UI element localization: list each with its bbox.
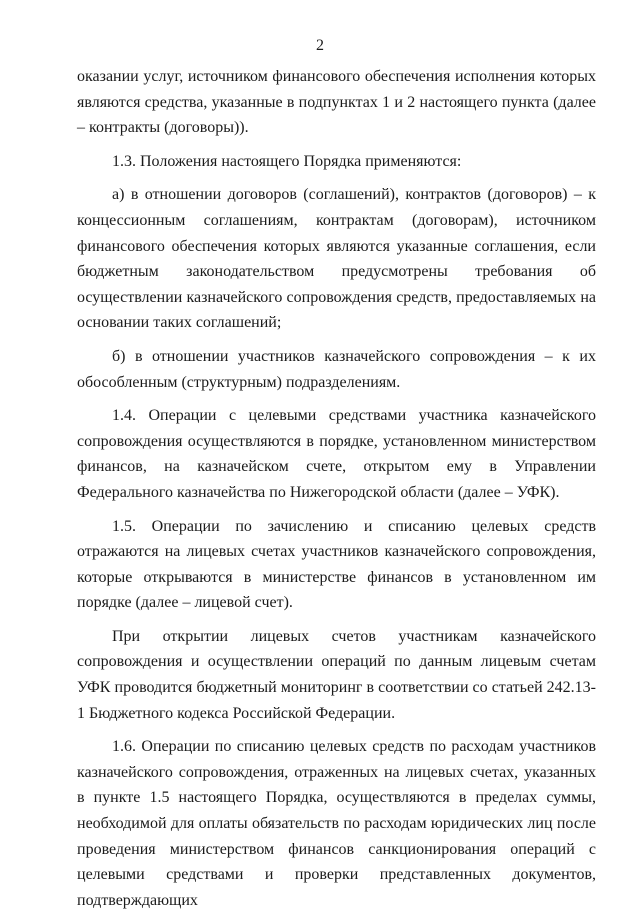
paragraph-1-5: 1.5. Операции по зачислению и списанию целевых средств отражаются на лицевых счетах участников казначейского сопровождения, которые открываются в министерстве финансов в установленном им порядке (далее – лицевой счет). (77, 517, 596, 612)
paragraph-1-3: 1.3. Положения настоящего Порядка применяются: (112, 152, 462, 170)
paragraph-continuation: оказании услуг, источником финансового обеспечения исполнения которых являются средства, указанные в подпунктах 1 и 2 настоящего пункта (далее – контракты (договоры)). (77, 68, 596, 137)
paragraph-1-6: 1.6. Операции по списанию целевых средств по расходам участников казначейского сопровождения, отраженных на лицевых счетах, указанных в пункте 1.5 настоящего Порядка, осуществляются в пределах суммы, необходимой для оплаты обязательств по расходам юридических лиц после проведения министерством финансов санкционирования операций с целевыми средствами и проверки представленных документов, подтверждающих (77, 738, 596, 909)
paragraph-1-3-a: а) в отношении договоров (соглашений), контрактов (договоров) – к концессионным соглашениям, контрактам (договорам), источником финансового обеспечения которых являются указанные соглашения, если бюджетным законодательством предусмотрены требования об осуществлении казначейского сопровождения средств, предоставляемых на основании таких соглашений; (77, 186, 596, 332)
document-body (77, 64, 596, 913)
paragraph-monitoring: При открытии лицевых счетов участникам казначейского сопровождения и осуществлении операций по данным лицевым счетам УФК проводится бюджетный мониторинг в соответствии со статьей 242.13-1 Бюджетного кодекса Российской Федерации. (77, 627, 596, 722)
paragraph-1-4: 1.4. Операции с целевыми средствами участника казначейского сопровождения осуществляются в порядке, установленном министерством финансов, на казначейском счете, открытом ему в Управлении Федерального казначейства по Нижегородской области (далее – УФК). (77, 407, 596, 501)
page-number: 2 (316, 37, 324, 54)
paragraph-1-3-b: б) в отношении участников казначейского сопровождения – к их обособленным (структурным) подразделениям. (77, 347, 596, 391)
